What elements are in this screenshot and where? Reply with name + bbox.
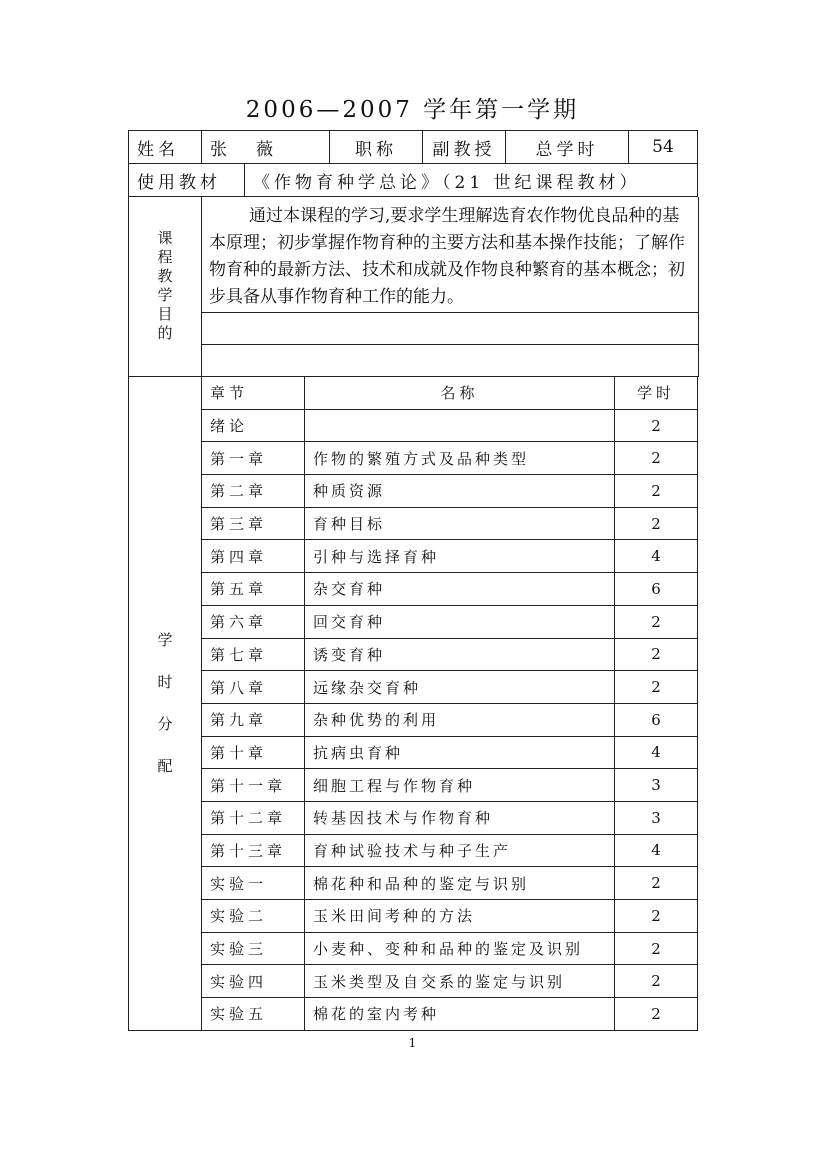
textbook-value: 《作物育种学总论》（21 世纪课程教材） xyxy=(245,164,698,197)
chapter-cell: 第七章 xyxy=(202,638,305,671)
hours-cell: 4 xyxy=(615,540,698,573)
hours-cell: 2 xyxy=(615,605,698,638)
table-row xyxy=(129,998,698,1031)
course-name-cell: 种质资源 xyxy=(305,475,615,508)
course-name-cell: 玉米类型及自交系的鉴定与识别 xyxy=(305,965,615,998)
course-name-cell: 作物的繁殖方式及品种类型 xyxy=(305,442,615,475)
hours-cell: 2 xyxy=(615,671,698,704)
column-header-hours: 学时 xyxy=(615,377,698,410)
course-name-cell: 回交育种 xyxy=(305,605,615,638)
hours-cell: 2 xyxy=(615,507,698,540)
rank-value: 副教授 xyxy=(423,131,506,164)
chapter-cell: 实验五 xyxy=(202,998,305,1031)
chapter-cell: 实验三 xyxy=(202,932,305,965)
course-name-cell: 引种与选择育种 xyxy=(305,540,615,573)
teacher-info-row xyxy=(129,131,698,164)
table-header-row xyxy=(129,377,698,410)
purpose-divider xyxy=(202,312,698,313)
table-row xyxy=(129,900,698,933)
chapter-cell: 绪论 xyxy=(202,409,305,442)
hours-cell: 2 xyxy=(615,475,698,508)
course-name-cell: 抗病虫育种 xyxy=(305,736,615,769)
table-row xyxy=(129,409,698,442)
course-name-cell: 育种试验技术与种子生产 xyxy=(305,834,615,867)
table-row xyxy=(129,638,698,671)
hours-allocation-label-stack xyxy=(129,619,201,787)
purpose-label-cell xyxy=(129,197,202,376)
hours-cell: 2 xyxy=(615,442,698,475)
side-label-char: 配 xyxy=(157,757,173,776)
chapter-cell: 第五章 xyxy=(202,573,305,606)
hours-cell: 2 xyxy=(615,409,698,442)
hours-allocation-label xyxy=(129,377,202,1031)
chapter-cell: 第一章 xyxy=(202,442,305,475)
column-header-name: 名称 xyxy=(305,377,615,410)
table-row xyxy=(129,834,698,867)
chapter-cell: 实验二 xyxy=(202,900,305,933)
hours-cell: 6 xyxy=(615,703,698,736)
course-name-cell xyxy=(305,409,615,442)
hours-cell: 2 xyxy=(615,998,698,1031)
purpose-divider xyxy=(202,344,698,345)
course-name-cell: 棉花的室内考种 xyxy=(305,998,615,1031)
textbook-row xyxy=(129,164,698,197)
name-value: 张 薇 xyxy=(202,131,330,164)
course-name-cell: 玉米田间考种的方法 xyxy=(305,900,615,933)
table-row xyxy=(129,540,698,573)
purpose-label: 课程教学目的 xyxy=(155,229,174,344)
chapter-cell: 第六章 xyxy=(202,605,305,638)
table-row xyxy=(129,671,698,704)
table-row xyxy=(129,932,698,965)
total-hours-value: 54 xyxy=(629,131,698,164)
hours-cell: 3 xyxy=(615,769,698,802)
table-row xyxy=(129,507,698,540)
rank-label: 职称 xyxy=(330,131,423,164)
chapter-cell: 第四章 xyxy=(202,540,305,573)
hours-cell: 4 xyxy=(615,834,698,867)
course-name-cell: 杂交育种 xyxy=(305,573,615,606)
course-name-cell: 远缘杂交育种 xyxy=(305,671,615,704)
hours-cell: 2 xyxy=(615,900,698,933)
table-row xyxy=(129,965,698,998)
chapter-cell: 实验四 xyxy=(202,965,305,998)
textbook-label: 使用教材 xyxy=(129,164,245,197)
purpose-text: 通过本课程的学习,要求学生理解选育农作物优良品种的基本原理；初步掌握作物育种的主要方法和基本操作技能；了解作物育种的最新方法、技术和成就及作物良种繁育的基本概念；初步具备从事作物育种工作的能力。 xyxy=(209,206,685,307)
purpose-text-block xyxy=(209,203,693,311)
chapter-cell: 第八章 xyxy=(202,671,305,704)
course-name-cell: 育种目标 xyxy=(305,507,615,540)
table-row xyxy=(129,769,698,802)
teacher-info-table xyxy=(128,130,698,197)
hours-cell: 2 xyxy=(615,638,698,671)
chapter-cell: 第十章 xyxy=(202,736,305,769)
table-row xyxy=(129,703,698,736)
chapter-cell: 第三章 xyxy=(202,507,305,540)
page-title: 2006—2007 学年第一学期 xyxy=(245,97,580,123)
table-row xyxy=(129,475,698,508)
side-label-char: 学 xyxy=(157,631,173,650)
course-name-cell: 棉花种和品种的鉴定与识别 xyxy=(305,867,615,900)
course-purpose-section xyxy=(128,197,699,377)
table-row xyxy=(129,736,698,769)
chapter-cell: 实验一 xyxy=(202,867,305,900)
table-row xyxy=(129,801,698,834)
side-label-char: 时 xyxy=(157,673,173,692)
hours-cell: 2 xyxy=(615,965,698,998)
chapter-cell: 第二章 xyxy=(202,475,305,508)
hours-cell: 4 xyxy=(615,736,698,769)
total-hours-label: 总学时 xyxy=(506,131,629,164)
table-row xyxy=(129,442,698,475)
hours-allocation-table xyxy=(128,376,698,1031)
course-name-cell: 杂种优势的利用 xyxy=(305,703,615,736)
page-number: 1 xyxy=(408,1036,417,1050)
side-label-char: 分 xyxy=(157,715,173,734)
course-name-cell: 转基因技术与作物育种 xyxy=(305,801,615,834)
chapter-cell: 第十三章 xyxy=(202,834,305,867)
table-row xyxy=(129,605,698,638)
chapter-cell: 第九章 xyxy=(202,703,305,736)
chapter-cell: 第十一章 xyxy=(202,769,305,802)
course-name-cell: 诱变育种 xyxy=(305,638,615,671)
hours-cell: 2 xyxy=(615,932,698,965)
chapter-cell: 第十二章 xyxy=(202,801,305,834)
table-row xyxy=(129,573,698,606)
course-name-cell: 小麦种、变种和品种的鉴定及识别 xyxy=(305,932,615,965)
name-label: 姓名 xyxy=(129,131,202,164)
hours-cell: 6 xyxy=(615,573,698,606)
hours-cell: 2 xyxy=(615,867,698,900)
hours-allocation-body xyxy=(129,377,698,1031)
course-name-cell: 细胞工程与作物育种 xyxy=(305,769,615,802)
hours-cell: 3 xyxy=(615,801,698,834)
column-header-chapter: 章节 xyxy=(202,377,305,410)
table-row xyxy=(129,867,698,900)
